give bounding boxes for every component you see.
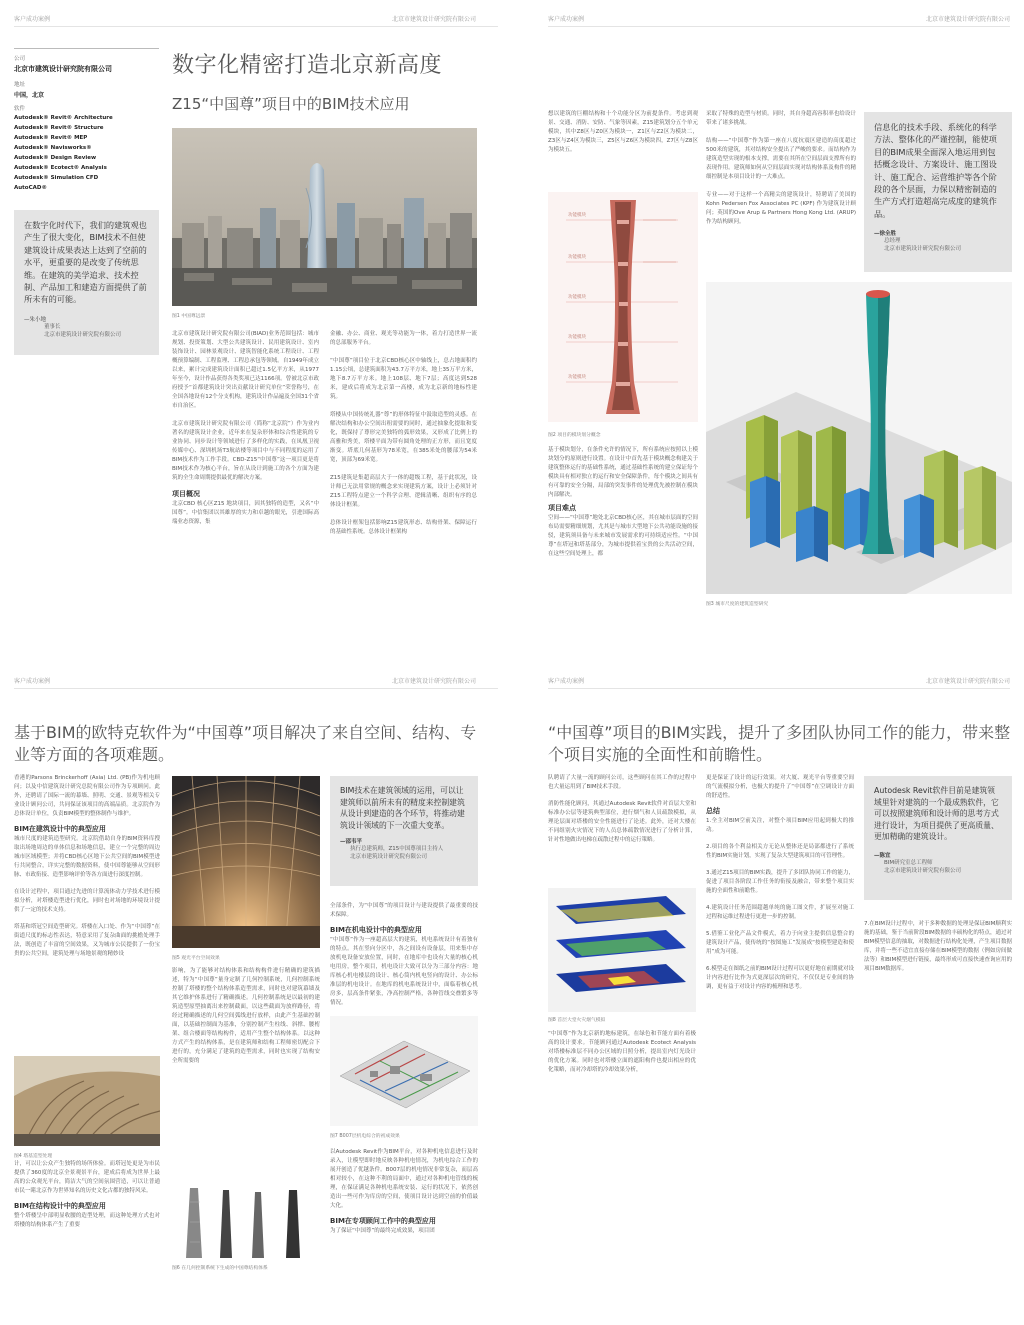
page-header-right: 北京市建筑设计研究院有限公司 [391,678,476,685]
page3-column-3 [330,902,478,1008]
page-header-right: 北京市建筑设计研究院有限公司 [925,16,1010,23]
quote-org: 北京市建筑设计研究院有限公司 [884,867,962,874]
quote-text: BIM技术在建筑领域的运用，可以让建筑师以前所未有的精度来控制建筑从设计到建造的各个环节，将推动建筑设计领域的下一次重大变革。 [340,786,465,830]
paragraph: 香港的Parsons Brinckerhoff (Asia) Ltd. (PB)作为机电顾问；以及中信建筑设计研究总院有限公司作为专项顾问。此外，还聘请了国际一流的幕墙、照明、交通、景观等相关专业设计顾问公司，共同保证该项目的高端品质。北京院作为总体设计单位，负责BIM模型的整体制作与维护。 [14,775,160,817]
section-heading: BIM在建筑设计中的典型应用 [14,825,106,833]
paragraph: 基于模块划分，在条件允许的情况下，所有系统应按照以上模块划分的原则进行设置。在设计中首先基于模块概念构建关于建筑整体运行的基础性系统，通过基础性系统的建立保证每个模块具有相对独立的运行和安全保障条件，每个模块之间具有有可靠的安全分隔，局部的突发事件的处理优先被控制在模块内部解决。 [548,447,698,498]
page-2 [512,0,1024,662]
paragraph: 结构——“中国尊”作为第一座在八度抗震区建造的高度超过500米的建筑，其对结构安全提出了严峻的要求。而结构作为建筑造型实现的根本支撑，需要在其所在空间层面支撑所有的表现作用。建筑师如何从空间层面实现对结构体系及构件的精细控制是本项目设计的一大难点。 [706,138,856,180]
figure-4-caption: 图4 塔基造型处理 [14,1154,53,1159]
summary-heading: 总结 [706,807,720,815]
paragraph: 采取了特殊的造型与材质。同时，其自身超高容积率也给设计带来了诸多挑战。 [706,111,856,126]
quote-role: 总经理 [884,238,901,245]
page2-column-1 [548,110,698,155]
quote-box-4 [864,776,1012,900]
summary-item: 4.建筑设计任务范围超越单纯的施工图文件，扩展至对施工过程和运维过程进行更进一步的控制。 [706,905,854,920]
quote-author: —徐全胜 [874,231,897,238]
company-name: 北京市建筑设计研究院有限公司 [14,65,112,73]
paragraph: “中国尊”作为一座超高层大的建筑，机电系统设计有着独有的特点。其在竖向分区中，各之间设有设备层，用来集中存放机电设备安放位置，同时，在地库中也设有大量的核心机电用房，整个项目，机电设计大致可以分为三部分内容：地库核心机电楼层的设计、核心筒内机电竖向的设计、办公标准层的机电设计。在地库的机电系统设计中，面临着核心机房多，层高条件紧张，净高控制严格，各种管线交叠繁多等情况。 [330,937,478,1006]
header-divider [14,688,498,689]
zone-label: 功能模块 [568,335,586,340]
software-item: Autodesk® Simulation CFD [14,175,99,181]
quote-text: 信息化的技术手段、系统化的科学方法、整体化的严谨控制，能使项目的BIM成果全面深入地运用到包括概念设计、方案设计、施工图设计、施工配合、运营维护等各个阶段的各个层面，力保以精密制造的生产方式打造超高完成度的建筑作品。 [874,122,997,219]
paragraph: 计，可以让公众产生独特的场所体验。而塔冠处更是为市民提供了360度的北京全景观景平台，建成后将成为世界上最高的公众观光平台，简洁大气的空间氛围营造，可以让普通市民一睹北京作为世界知名的历史文化古都的独特风采。 [14,1161,160,1194]
mep-model-render [330,1016,478,1126]
paragraph: “中国尊”作为北京新的地标建筑，在绿色和节能方面有着极高的设计要求。节能顾问通过Autodesk Ecotect Analysis对塔楼标准层不同办公区域的日照分析，提出室内灯光设计的优化方案。同时也对塔楼立面的遮阳构件也提出相应的优化策略，而对冷却塔的冷却效果分析， [548,1031,696,1073]
tower-base-render [14,1056,160,1146]
software-item: Autodesk® Revit® MEP [14,135,88,141]
summary-item: 2.项目的各个利益相关方无论从整体还是局部都进行了系统性的BIM实施计划，实现了复杂大型建筑项目的可管理性。 [706,844,854,859]
page-4 [512,662,1024,1325]
page-title: 基于BIM的欧特克软件为“中国尊”项目解决了来自空间、结构、专业等方面的各项难题。 [14,723,477,764]
software-item: Autodesk® Navisworks® [14,145,92,151]
section-heading: BIM在结构设计中的典型应用 [14,1202,106,1210]
software-label: 软件 [14,106,26,112]
paragraph: 专业——对于这样一个高精尖的建筑设计，特聘请了美国的Kohn Pedersen Fox Associates PC (KPF) 作为建筑设计顾问；英国的Ove Arup & Partners Hong Kong Ltd. (ARUP)作为结构顾问。 [706,192,856,225]
quote-text: 在数字化时代下，我们的建筑观也产生了很大变化，BIM技术不但使建筑设计成果表达上达到了空前的水平，更重要的是改变了传统思维。在建筑的美学追求、技术控制、产品加工和建造方面提供了前所未有的可能。 [24,220,147,305]
software-list [14,113,159,193]
page-header-right: 北京市建筑设计研究院有限公司 [391,16,476,23]
software-item: Autodesk® Revit® Architecture [14,115,113,121]
quote-role: 董事长 [44,323,61,330]
paragraph: 消防性能化顾问，其通过Autodesk Revit软件对首层大堂和标准办公层等建筑典型部位，进行烟气和人员疏散模拟，从理论层面对塔楼的安全性能进行了论述。此外，还对大楼在不同组别火灾情况下的人员总体疏散情况进行了分析计算，针对性地做出电梯在疏散过程中的运行策略。 [548,801,696,843]
address-value: 中国，北京 [14,92,45,99]
quote-text: Autodesk Revit软件目前是建筑领域里针对建筑的一个最成熟软件，它可以按照建筑师和设计师的思考方式进行设计，为项目提供了更高质量、更加精确的建筑设计。 [874,786,999,842]
summary-item: 1.全主对BIM空前关注，对整个项目BIM应用起到极大的推动。 [706,818,854,833]
address-label: 地址 [14,82,26,88]
zone-label: 功能模块 [568,295,586,300]
quote-org: 北京市建筑设计研究院有限公司 [350,854,428,861]
page-1 [0,0,512,662]
section-heading: 项目难点 [548,504,576,512]
paragraph: 北京CBD 核心区Z15 地块项目，因其独特的造型，又名“中国尊”。中信集团以其雄厚的实力和卓越的眼光，引进国际高端业态资源，集 [172,501,319,525]
page4-column-1-cont [548,1030,696,1075]
paragraph: 为了保证“中国尊”的最终完成效果，项目团 [330,1228,435,1234]
page3-column-2 [172,967,320,1066]
figure-2-caption: 图2 项目的模块划分概念 [548,433,601,438]
quote-author: —邵韦平 [340,839,363,846]
summary-item: 5.借鉴工业化产品文件模式，着力于向业主提供信息整合的建筑设计产品，使传统的“按图施工”发展成“按模型建造和使用”成为可能。 [706,931,854,955]
page2-column-2 [706,110,856,227]
page-header-right: 北京市建筑设计研究院有限公司 [925,678,1010,685]
paragraph: 北京市建筑设计研究院有限公司(BIAD)业务范围包括：城市规划、投资策划、大型公共建筑设计、民用建筑设计、室内装饰设计、园林景观设计、建筑智能化系统工程设计、工程概预算编制、工程监理、工程总承包等领域。自1949年成立以来，累计完成建筑设计面积已超过1.5亿平方米，从1977年至今，设计作品获得各类奖项已达1166项。曾被北京市政府授予“首都建筑设计突出贡献设计研究单位”荣誉称号，在全国各地设有12个分支机构，建筑设计作品遍及全国31个省市自治区。 [172,331,319,409]
smoke-simulation-render [548,888,696,1012]
page-header-left: 客户成功案例 [14,16,51,23]
software-item: AutoCAD® [14,185,47,191]
figure-7-caption: 图7 B007层机电综合的初成效果 [330,1134,400,1139]
observation-deck-render [172,776,320,948]
paragraph: 城市尺度的建筑造型研究。北京院借助自身的BIM资料库搜取出场地周边的单体信息和场地信息，建立一个完整的周边城市区域模型；并将CBD核心区地下公共空间的BIM模型进行共同整合，详实完整的数据资料，使中国尊能够从空间形脉、市政衔接、造型影响评价等各方面进行深度控制。 [14,836,160,878]
quote-box-1 [14,210,159,355]
page3-column-3-cont [330,1148,478,1236]
section-heading: BIM在专项顾问工作中的典型应用 [330,1217,436,1225]
page-header-left: 客户成功案例 [14,678,51,685]
page-3 [0,662,512,1325]
page2-column-1b [548,446,698,559]
skyline-photo [172,128,477,306]
page-title: “中国尊”项目的BIM实践，提升了多团队协同工作的能力，带来整个项目实施的全面性和前瞻性。 [548,723,1011,764]
header-divider [548,26,1010,27]
quote-role: 执行总建筑师，Z15中国尊项目主持人 [350,846,444,853]
paragraph: 想以建筑的巨棚结构和十个功能分区为前提条件。考虑到观景、交通、消防、安防、气象等因素，Z15建筑划分五个单元模块，其中Z8区与Z0区为模块一，Z1区与Z2区为模块二，Z3区与Z4区为模块三，Z5区与Z6区为模块四，Z7区与Z8区为模块五。 [548,111,698,153]
figure-6-caption: 图6 在几何控制系统下生成的中国尊结构体系 [172,1266,268,1271]
header-divider [14,26,498,27]
company-label: 公司 [14,56,26,62]
software-item: Autodesk® Revit® Structure [14,125,104,131]
header-divider [548,688,1010,689]
info-top-rule [14,48,159,49]
quote-author: —朱小地 [24,316,47,323]
city-massing-model [706,282,1012,594]
module-diagram [548,192,698,422]
paragraph: 在设计过程中，项目通过先进的计算流体动力学技术进行模拟分析，对塔楼造型进行优化，同时也对场地的环境设计提供了一定的技术支持。 [14,889,160,913]
page-header-left: 客户成功案例 [548,678,585,685]
page-header-left: 客户成功案例 [548,16,585,23]
quote-org: 北京市建筑设计研究院有限公司 [44,331,122,338]
paragraph: 空间——“中国尊”地处北京CBD核心区，其在城市层面的空间布局需要精细规划，尤其是与城市大型地下公共功能设施的接驳，建筑须具备与未来城市发展需求的可持续适应性。“中国尊”在塔冠和塔基部分，为城市提供着宝贵的公共活动空间，在这些空间处理上，都 [548,515,698,557]
paragraph: 金融、办公、商业、观光等功能为一体，着力打造世界一流的总部服务平台。 [330,331,477,346]
paragraph: 总体设计框架包括影响Z15建筑形态、结构骨架、保障运行的基础性系统。总体设计框架构 [330,520,477,535]
figure-3-caption: 图3 城市尺度的建筑造型研究 [706,602,769,607]
paragraph: 7.在BIM设计过程中，对于多种数据的处理是保证BIM顺利实施的基础，鉴于当前阶段BIM数据的丰硕构化的特点，通过对BIM模型信息的抽取，对数据进行结构化处理，产生项目数据库，并将一些不适宜直接存储在BIM模型的数据（例如房间做法等）和BIM模型进行链接，最终形成可直接快速查询应用的项目BIM数据库。 [864,921,1012,972]
figure-5-caption: 图5 观光平台空间效果 [172,956,220,961]
quote-box-3 [330,776,478,886]
page-title: 数字化精密打造北京新高度 [172,53,443,78]
paragraph: “中国尊”项目位于北京CBD核心区中轴线上，总占地面积约1.15公顷，总建筑面积为43.7万平方米，地上35万平方米，地下8.7万平方米。地上108层、地下7层；高度达到528米，建成后将成为北京第一高楼，成为北京新的地标性建筑。 [330,358,477,400]
page4-column-2 [706,774,854,992]
company-info [14,48,159,193]
paragraph: 影响，为了能够对结构体系和结构构件进行精确的建筑描述，特为“中国尊”量身定制了几何控制系统，几何控制系统控制了塔楼的整个结构体系造型需求，同时也对建筑幕墙及其它维护体系进行了精确描述。几何控制系统是以最初的建筑造型原型抽离出来控制截面，以这些截面为放样路径，将经过精确描述的几何空间弧线进行放样，由此产生基础控制面，以基础控制面为基准，分别控制产生柱线、斜撑、腰桁架、组合楼面等结构构件，适用产生整个结构体系。以这种方式产生的结构体系，是在建筑师和结构工程师密切配合下进行的，充分满足了建筑的造型需求，同时也实现了结构安全所需要的 [172,968,320,1064]
summary-item: 6.模型走在图纸之前的BIM设计过程可以更好地在前期就对设计内容进行比作为式更深层次的研究，不仅仅是专业间的协调，更有益于对设计内容的梳理和思考。 [706,966,854,990]
section-heading: 项目概况 [172,490,200,498]
section-heading: BIM在机电设计中的典型应用 [330,926,422,934]
paragraph: 以Autodesk Revit作为BIM平台，对各种机电信息进行及时录入，让模型即时地反映各种机电情况，为机电综合工作的展开创造了优越条件。B007层的机电情况非常复杂，而层高相对较小，在这种不利的局面中，通过对各种机电管线的梳理，在保证满足各种机电系统安装、运行的状况下，依然创造出一些可作为库房的空间，使项目设计达到空前的价值最大化。 [330,1149,478,1209]
paragraph: 更是保证了设计的运行效果。对大厦、观光平台等重要空间的气流模拟分析，也极大的提升了“中国尊”在空调设计方面的舒适性。 [706,775,854,799]
quote-box-2 [864,112,1012,272]
paragraph: 塔楼从中国传统礼器“尊”的形体特征中汲取造型的灵感。在解决结构和办公空间出租需要的同时，通过抽象化提取和变化，既保持了尊形完美独特的弧形效果，又形成了比例上的高雅和秀美，塔楼平面为带有圆角处理的正方形，而且宽度渐变。塔底几何基形为78米宽，在385米处的腰部为54米宽，顶部为69米宽。 [330,412,477,463]
page-subtitle: Z15“中国尊”项目中的BIM技术应用 [172,95,410,113]
structure-system-render [172,1182,320,1260]
paragraph: 队聘请了大量一流的顾问公司，这些顾问在其工作的过程中也大量运用到了BIM技术手段。 [548,775,696,790]
figure-8-caption: 图8 首层大堂火灾烟气模拟 [548,1018,606,1023]
page3-column-1-cont [14,1160,160,1230]
paragraph: 北京市建筑设计研究院有限公司（简称“北京院”）作为业内著名的建筑设计企业，近年来在复杂形体和综合性建筑的专业协同、同步设计等领域进行了多样化的实践，在凤凰卫视传媒中心、深圳机场T3航站楼等项目中与不同程度的运用了BIM技术作为工作手段。CBD-Z15“中国尊”这一项目更是将BIM技术作为核心平台，旨在从设计到施工的各个方面为建筑的全生命周期提供最优的解决方案。 [172,421,319,481]
paragraph: 全部条件，为“中国尊”的项目设计与建设提供了最重要的技术保障。 [330,903,478,918]
page1-column-1 [172,330,319,527]
page4-column-1 [548,774,696,845]
page1-column-2 [330,330,477,537]
quote-role: BIM研究室总工程师 [884,859,933,866]
zone-label: 功能模块 [568,213,586,218]
quote-org: 北京市建筑设计研究院有限公司 [884,246,962,253]
software-item: Autodesk® Ecotect® Analysis [14,165,107,171]
zone-label: 功能模块 [568,375,586,380]
zone-label: 功能模块 [568,255,586,260]
page3-column-1 [14,774,160,959]
paragraph: 整个塔楼呈中部明显收腰的造型处理，而这种处理方式也对塔楼的结构体系产生了重要 [14,1213,160,1228]
figure-1-caption: 图1 中国尊远景 [172,314,206,319]
page4-column-3 [864,920,1012,974]
paragraph: Z15建筑是集超高层大于一体的超级工程，基于此状况，设计师已无法用常规的概念来实现建筑方案，设计上必须针对Z15工程特点建立一个科学合理、逻辑清晰、组织有序的总体设计框架。 [330,475,477,508]
paragraph: 塔基和塔冠空间造型研究。塔楼在入口处、作为“中国尊”在街道尺度的标志性表达，特意采用了复杂曲面的挑檐处理手法，既创造了丰富的空间效果，又为城市公民提供了一份宝贵的公共空间，建筑处理与场地景观的精妙设 [14,924,160,957]
software-item: Autodesk® Design Review [14,155,97,161]
summary-item: 3.通过Z15项目的BIM实践，提升了多团队协同工作的能力，促进了项目各阶段工作任务的衔接及融合，带来整个项目实施的全面性和前瞻性。 [706,870,854,894]
quote-author: —陈宜 [874,852,891,859]
